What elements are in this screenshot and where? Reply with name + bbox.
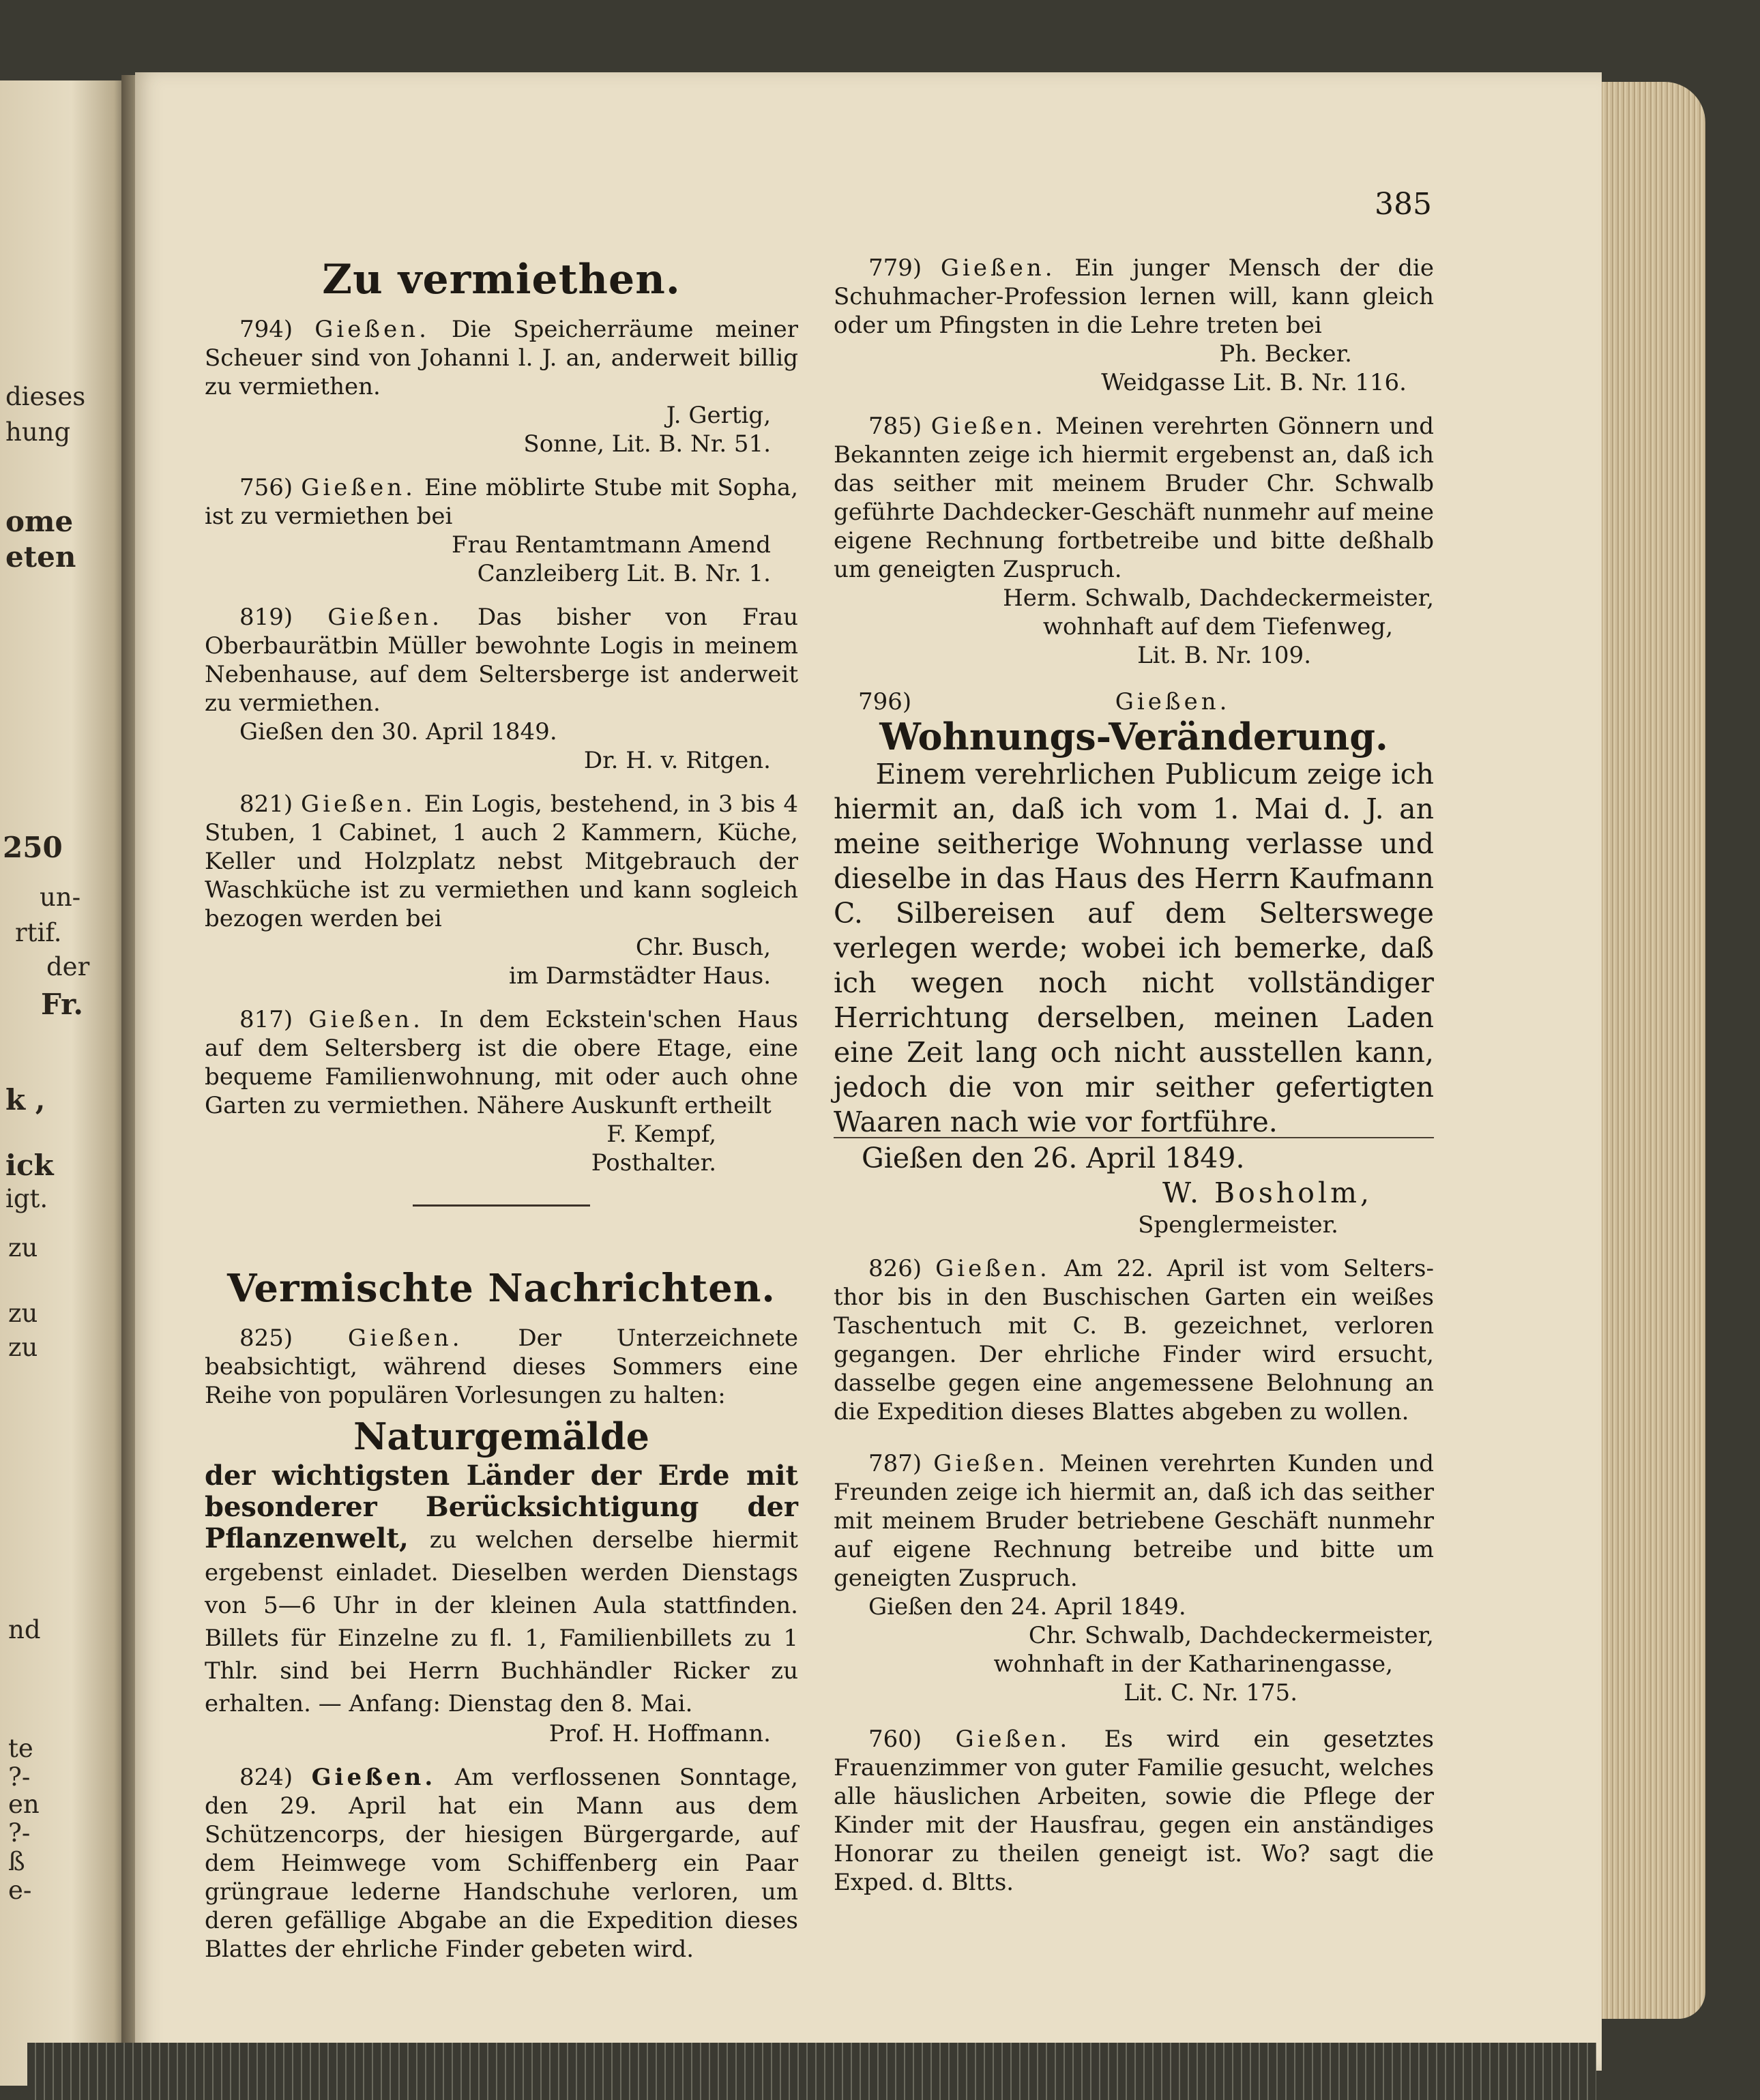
margin-fragment: Fr. <box>41 988 83 1021</box>
ad-date: Gießen den 24. April 1849. <box>868 1593 1186 1621</box>
margin-fragment: zu <box>8 1333 38 1362</box>
ad-body: In dem Eckstein'schen Haus auf dem Seltersberg ist die obere Etage, eine bequeme Familienwohnung, mit oder auch ohne Garten zu vermiethen. Nähere Auskunft ertheilt <box>205 1006 799 1119</box>
ad-date: Gießen den 30. April 1849. <box>239 718 557 745</box>
ad-number: 787) <box>868 1450 922 1477</box>
ad-821 <box>205 790 798 990</box>
margin-fragment: der <box>46 952 90 981</box>
ad-785 <box>834 412 1434 670</box>
right-column <box>834 254 1434 1912</box>
ad-826 <box>834 1254 1434 1426</box>
moving-heading: Wohnungs-Veränderung. <box>879 715 1388 758</box>
margin-fragment: en <box>8 1790 40 1819</box>
scan-ruler <box>27 2043 1596 2100</box>
margin-fragment: ome <box>5 505 74 538</box>
ad-lot: Lit. C. Nr. 175. <box>1124 1679 1297 1706</box>
ad-signature: Dr. H. v. Ritgen. <box>583 747 771 774</box>
ad-date: Gießen den 26. April 1849. <box>862 1142 1245 1174</box>
ad-body: Am verflossenen Sonntage, den 29. April hat ein Mann aus dem Schützencorps, der hiesigen Bürgergarde, auf dem Heimwege vom Schiffenberg ein Paar grüngraue lederne Handschuhe verloren, um deren gefällige Abgabe an die Expedition dieses Blattes der ehrliche Finder gebeten wird. <box>205 1764 798 1963</box>
ad-number: 825) <box>239 1325 293 1352</box>
ad-place: Gießen. <box>930 413 1046 440</box>
page-number: 385 <box>1375 187 1432 222</box>
ad-756 <box>205 473 798 588</box>
ad-place: Gießen. <box>308 1006 424 1033</box>
ad-779 <box>834 254 1434 397</box>
ad-body: zu welchen derselbe hiermit ergebenst einladet. Dieselben werden Dienstags von 5—6 Uhr in der kleinen Aula stattfinden. Billets für Einzelne zu fl. 1, Familienbillets zu 1 Thlr. sind bei Herrn Buchhändler Ricker zu erhalten. — Anfang: Dienstag den 8. Mai. <box>205 1526 798 1717</box>
ad-place: Gießen. <box>940 254 1056 282</box>
ad-825 <box>205 1324 798 1748</box>
ad-body: Ein junger Mensch der die Schuhmacher-Profession lernen will, kann gleich oder um Pfingsten in die Lehre treten bei <box>834 254 1434 339</box>
margin-fragment: nd <box>8 1615 41 1644</box>
ad-place: Gießen. <box>314 316 430 343</box>
ad-787 <box>834 1449 1434 1707</box>
ad-body: Am 22. April ist vom Selters-thor bis in den Buschischen Garten ein weißes Taschentuch mit C. B. gezeichnet, verloren gegangen. Der ehrliche Finder wird ersucht, dasselbe gegen eine angemessene Belohnung an die Expedition dieses Blattes abgeben zu wollen. <box>834 1255 1434 1425</box>
margin-fragment: zu <box>8 1299 38 1328</box>
ad-place: Gießen. <box>301 474 416 501</box>
ad-signature: Chr. Busch, <box>635 934 771 961</box>
ad-address: im Darmstädter Haus. <box>508 962 771 990</box>
ad-body: Meinen verehrten Kunden und Freunden zeige ich hiermit an, daß ich das seither mit meinem Bruder betriebene Geschäft nunmehr auf eigene Rechnung betreibe und bitte um geneigten Zuspruch. <box>834 1450 1434 1592</box>
facing-page <box>0 80 130 2086</box>
ad-place: Gießen. <box>933 1450 1048 1477</box>
ad-number: 756) <box>239 474 293 501</box>
ad-address: Canzleiberg Lit. B. Nr. 1. <box>477 560 771 587</box>
ad-signature: Chr. Schwalb, Dachdeckermeister, <box>1028 1622 1434 1649</box>
ad-signature: Ph. Becker. <box>1219 340 1352 368</box>
ad-body: Meinen verehrten Gönnern und Bekannten zeige ich hiermit ergebenst an, daß ich das seither mit meinem Bruder Chr. Schwalb geführte Dachdecker-Geschäft nunmehr auf meine eigene Rechnung fortbetreibe und bitte deßhalb um geneigten Zuspruch. <box>834 413 1435 583</box>
lecture-subtitle: der wichtigsten Länder der Erde mit besonderer Berücksichtigung der Pflanzenwelt, <box>205 1460 798 1554</box>
ad-body: Ein Logis, bestehend, in 3 bis 4 Stuben, 1 Cabinet, 1 auch 2 Kammern, Küche, Keller und Holzplatz nebst Mitgebrauch der Waschküche ist zu vermiethen und kann sogleich bezogen werden bei <box>205 790 798 932</box>
margin-fragment: ?- <box>8 1818 31 1848</box>
ad-796 <box>834 687 1434 1239</box>
ad-signature: W. Bosholm, <box>1162 1177 1373 1209</box>
ad-place: Gießen. <box>347 1325 463 1352</box>
ad-place: Gießen. <box>311 1764 437 1791</box>
margin-fragment: eten <box>5 540 76 574</box>
ad-body: Die Speicherräume meiner Scheuer sind von Johanni l. J. an, anderweit billig zu vermiethen. <box>205 316 799 400</box>
ad-address: wohnhaft in der Katharinengasse, <box>993 1651 1393 1678</box>
ad-number: 794) <box>239 316 293 343</box>
ad-signature: Frau Rentamtmann Amend <box>452 531 771 559</box>
margin-fragment: k , <box>5 1083 46 1116</box>
ad-body: Einem verehrlichen Publicum zeige ich hiermit an, daß ich vom 1. Mai d. J. an meine seitherige Wohnung verlasse und dieselbe in das Haus des Herrn Kaufmann C. Silbereisen auf dem Selterswege verlegen werde; wobei ich bemerke, daß ich wegen noch nicht vollständiger Herrichtung derselben, meinen Laden eine Zeit lang och nicht ausstellen kann, jedoch die von mir seither gefertigten Waaren nach wie vor fortführe. <box>834 758 1434 1138</box>
margin-fragment: rtif. <box>15 918 62 947</box>
ad-number: 779) <box>868 254 922 282</box>
ad-824 <box>205 1763 798 1964</box>
lecture-title: Naturgemälde <box>353 1415 649 1458</box>
ad-intro: Der Unterzeichnete beabsichtigt, während dieses Sommers eine Reihe von populären Vorlesungen zu halten: <box>205 1325 798 1409</box>
ad-occupation: Posthalter. <box>591 1149 716 1177</box>
ad-817 <box>205 1005 798 1177</box>
ad-address: Weidgasse Lit. B. Nr. 116. <box>1101 369 1407 396</box>
ad-place: Gießen. <box>327 604 443 631</box>
ad-number: 824) <box>239 1764 293 1791</box>
ad-number: 760) <box>868 1726 922 1753</box>
ad-signature: F. Kempf, <box>606 1121 716 1148</box>
ad-number: 819) <box>239 604 293 631</box>
margin-fragment: un- <box>40 883 81 912</box>
ad-signature: Herm. Schwalb, Dachdeckermeister, <box>1003 585 1434 612</box>
ad-lot: Lit. B. Nr. 109. <box>1137 642 1311 669</box>
ad-address: Sonne, Lit. B. Nr. 51. <box>523 430 771 458</box>
ad-body: Es wird ein gesetztes Frauenzimmer von guter Familie gesucht, welches alle häuslichen Arbeiten, sowie die Pflege der Kinder mit der Hausfrau, gegen ein anständiges Honorar zu theilen geneigt ist. Wo? sagt die Exped. d. Bltts. <box>834 1726 1434 1896</box>
margin-fragment: dieses <box>5 382 86 411</box>
margin-fragment: ?- <box>8 1762 31 1792</box>
left-column <box>205 254 798 1979</box>
ad-number: 826) <box>868 1255 922 1282</box>
ad-place: Gießen. <box>955 1726 1071 1753</box>
section-divider <box>413 1204 590 1207</box>
ad-760 <box>834 1725 1434 1897</box>
margin-fragment: hung <box>5 417 71 447</box>
margin-fragment: ick <box>5 1149 54 1182</box>
ad-number: 817) <box>239 1006 293 1033</box>
heading-to-rent: Zu vermiethen. <box>322 256 681 304</box>
margin-fragment: e- <box>8 1876 32 1905</box>
ad-signature: Prof. H. Hoffmann. <box>548 1720 771 1747</box>
heading-misc-news: Vermischte Nachrichten. <box>227 1266 776 1311</box>
margin-fragment: ß <box>8 1847 25 1876</box>
ad-address: wohnhaft auf dem Tiefenweg, <box>1042 613 1393 640</box>
margin-fragment: te <box>8 1734 33 1763</box>
ad-place: Gießen. <box>301 790 416 818</box>
margin-fragment: zu <box>8 1233 38 1262</box>
ad-occupation: Spenglermeister. <box>1138 1211 1338 1239</box>
ad-signature: J. Gertig, <box>666 402 771 429</box>
ad-819 <box>205 603 798 775</box>
margin-fragment: 250 <box>3 831 63 864</box>
ad-body: Eine möblirte Stube mit Sopha, ist zu vermiethen bei <box>205 474 799 530</box>
ad-place: Gießen. <box>1115 688 1231 715</box>
ad-number: 821) <box>239 790 293 818</box>
ad-place: Gießen. <box>935 1255 1051 1282</box>
ad-body: Das bisher von Frau Oberbaurätbin Müller bewohnte Logis in meinem Nebenhause, auf dem Seltersberge ist anderweit zu vermiethen. <box>205 604 798 717</box>
ad-number: 796) <box>858 688 912 715</box>
ad-794 <box>205 315 798 458</box>
margin-fragment: igt. <box>5 1184 48 1213</box>
ad-number: 785) <box>868 413 922 440</box>
